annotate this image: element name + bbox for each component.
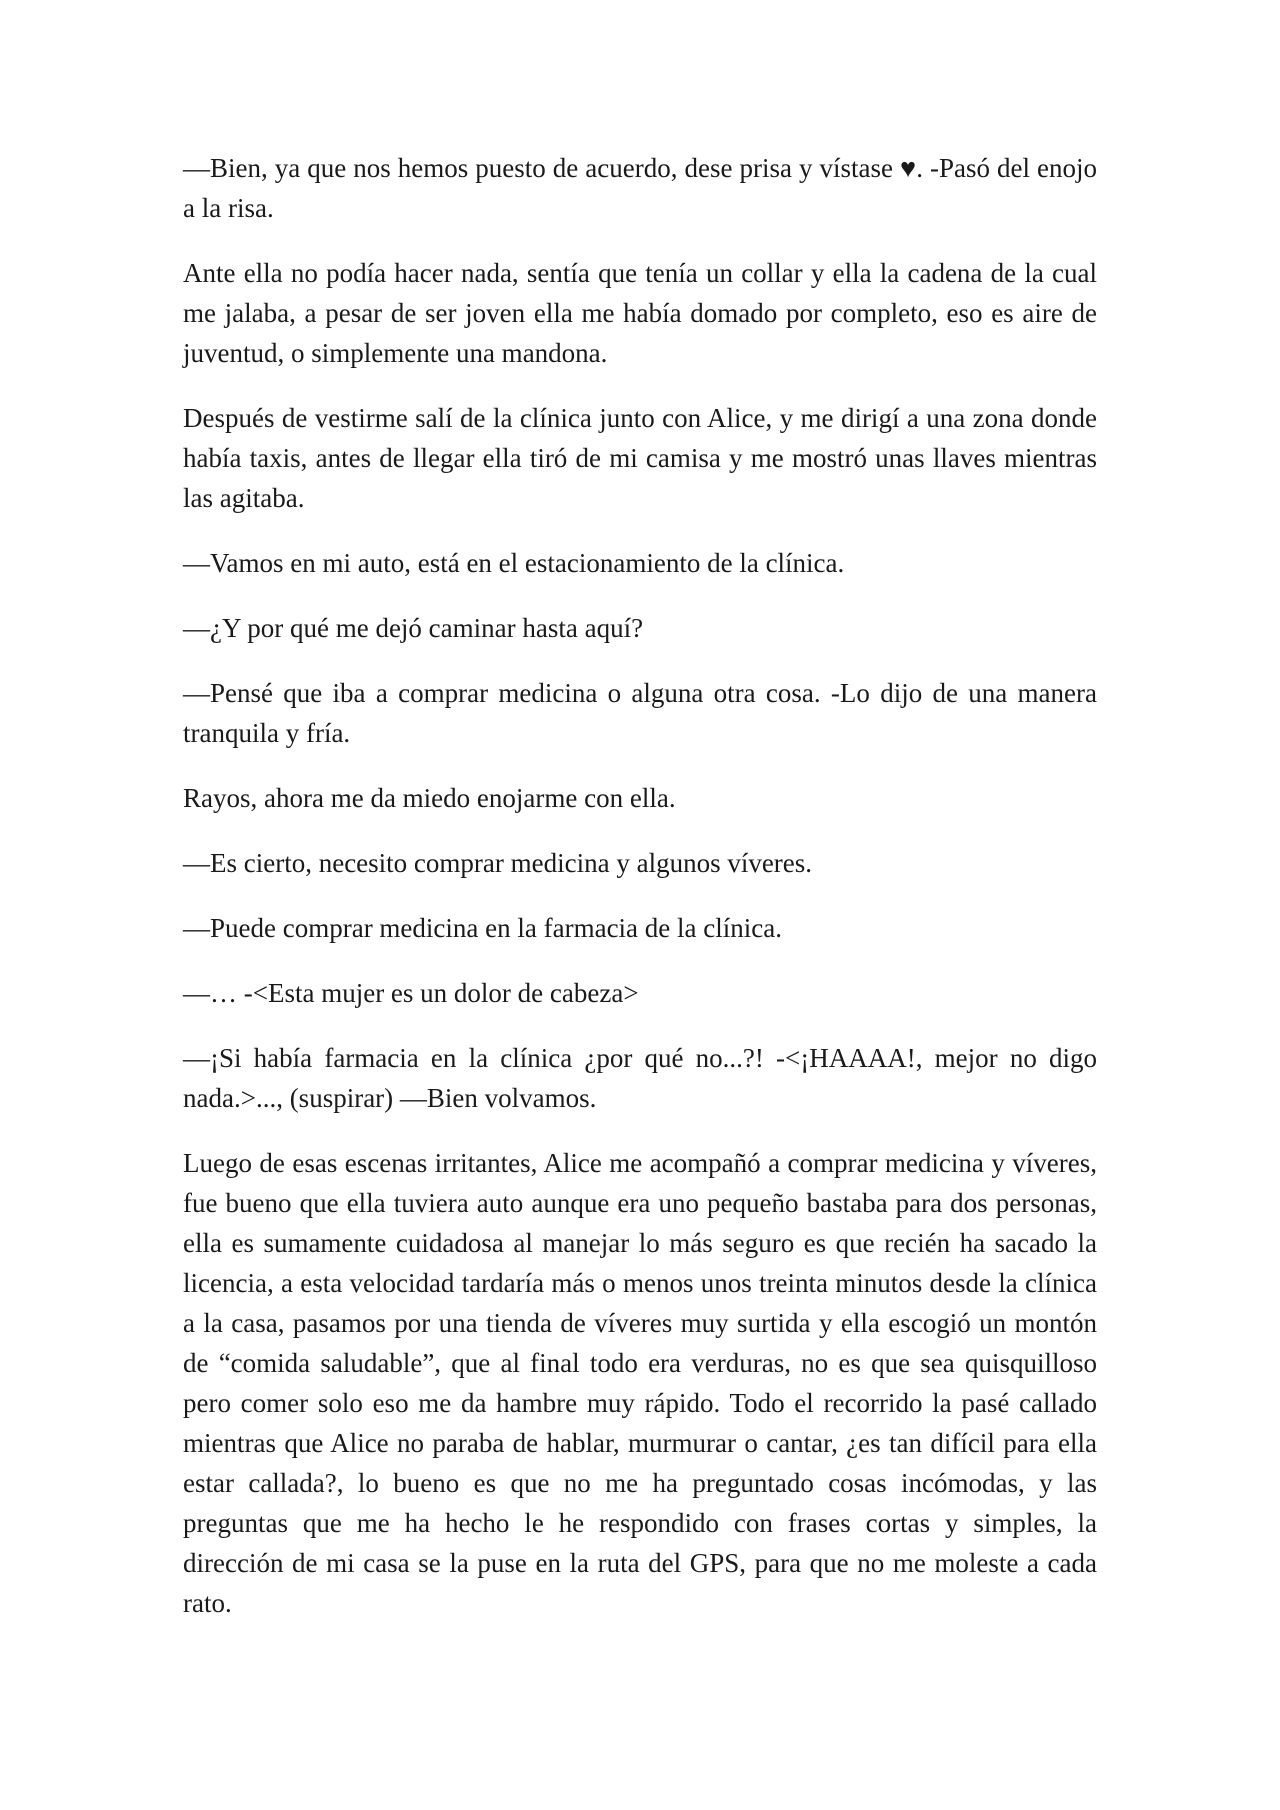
paragraph-7: Rayos, ahora me da miedo enojarme con ella. [183,783,676,813]
paragraph-11: —¡Si había farmacia en la clínica ¿por qué no...?! -<¡HAAAA!, mejor no digo nada.>..., (suspirar) —Bien volvamos. [183,1043,1097,1113]
paragraph-4: —Vamos en mi auto, está en el estacionamiento de la clínica. [183,548,845,578]
paragraph-6: —Pensé que iba a comprar medicina o alguna otra cosa. -Lo dijo de una manera tranquila y fría. [183,678,1097,748]
paragraph-5: —¿Y por qué me dejó caminar hasta aquí? [183,613,644,643]
paragraph-12: Luego de esas escenas irritantes, Alice me acompañó a comprar medicina y víveres, fue bueno que ella tuviera auto aunque era uno pequeño bastaba para dos personas, ella es sumamente cuidadosa al manejar lo más seguro es que recién ha sacado la licencia, a esta velocidad tardaría más o menos unos treinta minutos desde la clínica a la casa, pasamos por una tienda de víveres muy surtida y ella escogió un montón de “comida saludable”, que al final todo era verduras, no es que sea quisquilloso pero comer solo eso me da hambre muy rápido. Todo el recorrido la pasé callado mientras que Alice no paraba de hablar, murmurar o cantar, ¿es tan difícil para ella estar callada?, lo bueno es que no me ha preguntado cosas incómodas, y las preguntas que me ha hecho le he respondido con frases cortas y simples, la dirección de mi casa se la puse en la ruta del GPS, para que no me moleste a cada rato. [183,1148,1097,1618]
paragraph-10: —… -<Esta mujer es un dolor de cabeza> [183,978,639,1008]
paragraph-3: Después de vestirme salí de la clínica junto con Alice, y me dirigí a una zona donde había taxis, antes de llegar ella tiró de mi camisa y me mostró unas llaves mientras las agitaba. [183,403,1097,513]
paragraph-9: —Puede comprar medicina en la farmacia de la clínica. [183,913,782,943]
paragraph-1: —Bien, ya que nos hemos puesto de acuerdo, dese prisa y vístase ♥. -Pasó del enojo a la risa. [183,153,1097,223]
document-body [183,148,1097,1648]
paragraph-8: —Es cierto, necesito comprar medicina y algunos víveres. [183,848,813,878]
paragraph-2: Ante ella no podía hacer nada, sentía que tenía un collar y ella la cadena de la cual me jalaba, a pesar de ser joven ella me había domado por completo, eso es aire de juventud, o simplemente una mandona. [183,258,1097,368]
